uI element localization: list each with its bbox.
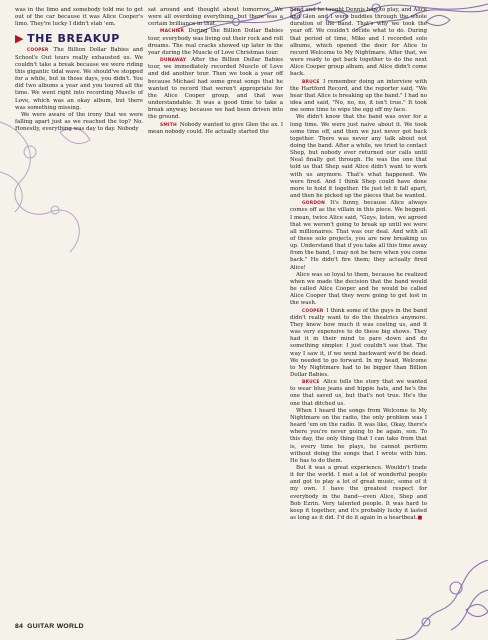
speaker-label: COOPER: [302, 308, 324, 314]
paragraph: band and he taught Dennis how to play, and Alice and Glen and I were buddies through the whole duration of the band. That's why we took the year off. We couldn't decide what to do. During that period of time, Mike and I recorded solo albums, which opened the door for Alice to record Welcome to My Nightmare. After that, we were ready to get back together to do the next Alice Cooper group album, and Alice didn't come back.: [290, 7, 427, 78]
paragraph: GORDON It's funny, because Alice always comes off as the villain in this piece. We begged. I mean, twice Alice said, "Guys, listen, we agreed that we weren't going to break up until we were all millionaires. That was our deal. And with all of these solo projects, you are now breaking us up. Understand that if you take all this time away from the band, I may not be here when you come back." He didn't fire them; they actually fired Alice!: [290, 200, 428, 271]
paragraph: We were aware of the irony that we were falling apart just as we reached the top? No. Honestly, everything was day to day. Nobody: [15, 111, 143, 133]
paragraph: sat around and thought about tomorrow. We were all overdoing everything, but there was a certain brilliance in that.: [148, 7, 283, 28]
page-footer: [15, 623, 84, 630]
magazine-name: GUITAR WORLD: [27, 623, 84, 630]
paragraph: BRUCE Alice tells the story that we wanted to wear blue jeans and hippie hats, and he's the one that saved us, but that's not true. He's the one that ditched us.: [290, 379, 427, 407]
section-heading: ▶ THE BREAKUP: [15, 32, 120, 46]
speaker-label: COOPER: [27, 48, 49, 54]
speaker-label: BRUCE: [302, 380, 320, 386]
paragraph: We didn't know that the band was over for a long time. We were just naive about it. We took some time off, and then we just never got back together. There was never any talk about not doing the band. After a while, we tried to contact Shep, but nobody ever returned our calls until Neal finally got through. He was the one that told us that Shep said Alice didn't want to work with us anymore. That's what happened. We were fired. And I think Shep could have done more to hold it together. He just let it fall apart, and then he picked up the pieces that he wanted.: [290, 114, 427, 200]
paragraph: COOPER The Billion Dollar Babies and School's Out tours really exhausted us. We couldn't take a break because we were riding this gigantic tidal wave. We should've stopped for a while, but in those days, you didn't. You did two albums a year and you toured all the time. We went right into recording Muscle of Love, which was an okay album, but there was something missing.: [15, 47, 143, 111]
speaker-label: BRUCE: [302, 79, 320, 85]
end-of-article-mark-icon: ■: [417, 515, 423, 522]
column-2: [148, 7, 283, 136]
bottom-right-scroll-ornament: [396, 560, 488, 640]
column-1: [15, 7, 143, 133]
page-number: 84: [15, 623, 24, 630]
paragraph: was in the limo and somebody told me to get out of the car because it was Alice Cooper's limo. They're lucky I didn't stab 'em.: [15, 7, 143, 28]
triangle-bullet-icon: ▶: [15, 32, 25, 46]
speaker-label: DUNAWAY: [160, 58, 187, 64]
speaker-label: SMITH: [160, 122, 177, 128]
paragraph: MACHIER During the Billion Dollar Babies tour, everybody was living out their rock and roll dreams. The real cracks showed up later in the year during the Muscle of Love Christmas tour.: [148, 28, 283, 56]
speaker-label: MACHIER: [160, 29, 185, 35]
paragraph: But it was a great experience. Wouldn't trade it for the world. I met a lot of wonderful people and got to play a lot of great music, some of it my own. I have the greatest respect for everybody in the band—even Alice, Shep and Bob Ezrin. Very talented people. It was hard to keep it together, and it's probably lucky it lasted as long as it did. I'd do it again in a heartbeat.■: [290, 465, 427, 522]
left-scroll-ornament: [0, 112, 110, 262]
paragraph: BRUCE I remember doing an interview with the Hartford Record, and the reporter said, "We hear that Alice is breaking up the band." I had no idea and said, "No, no, no, it isn't true." It took me some time to wipe the egg off my face.: [290, 78, 427, 114]
paragraph: COOPER I think some of the guys in the band didn't really want to do the theatrics anymore. They knew how much it was costing us, and it was very expensive to do these big shows. They had it in their mind to pare down and do something simpler. I just couldn't see that. The way I saw it, if we went backward we'd be dead. We needed to go forward. In my head, Welcome to My Nightmare had to be bigger than Billion Dollar Babies.: [290, 307, 427, 378]
paragraph: When I heard the songs from Welcome to My Nightmare on the radio, the only problem was I heard 'em on the radio. It was like, Okay, there's where you're never going to be again, son. To this day, the only thing that I can take from that is, every time he plays, he cannot perform without doing the songs that I wrote with him. He has to do them.: [290, 407, 427, 464]
column-3: [290, 7, 427, 522]
paragraph: SMITH Nobody wanted to give Glen the ax. I mean nobody could. He actually started the: [148, 121, 283, 135]
speaker-label: GORDON: [302, 201, 325, 207]
paragraph: DUNAWAY After the Billion Dollar Babies tour, we immediately recorded Muscle of Love and did another tour. Then we took a year off because Michael had some great songs that he wanted to record that weren't appropriate for the Alice Cooper group, and that was understandable. It was a good time to take a break anyway, because we had been driven into the ground.: [148, 57, 284, 121]
paragraph: Alice was so loyal to them, because he realized when we made the decision that the band would be called Alice Cooper and he would be called Alice Cooper that they were going to get lost in the wash.: [290, 271, 427, 307]
